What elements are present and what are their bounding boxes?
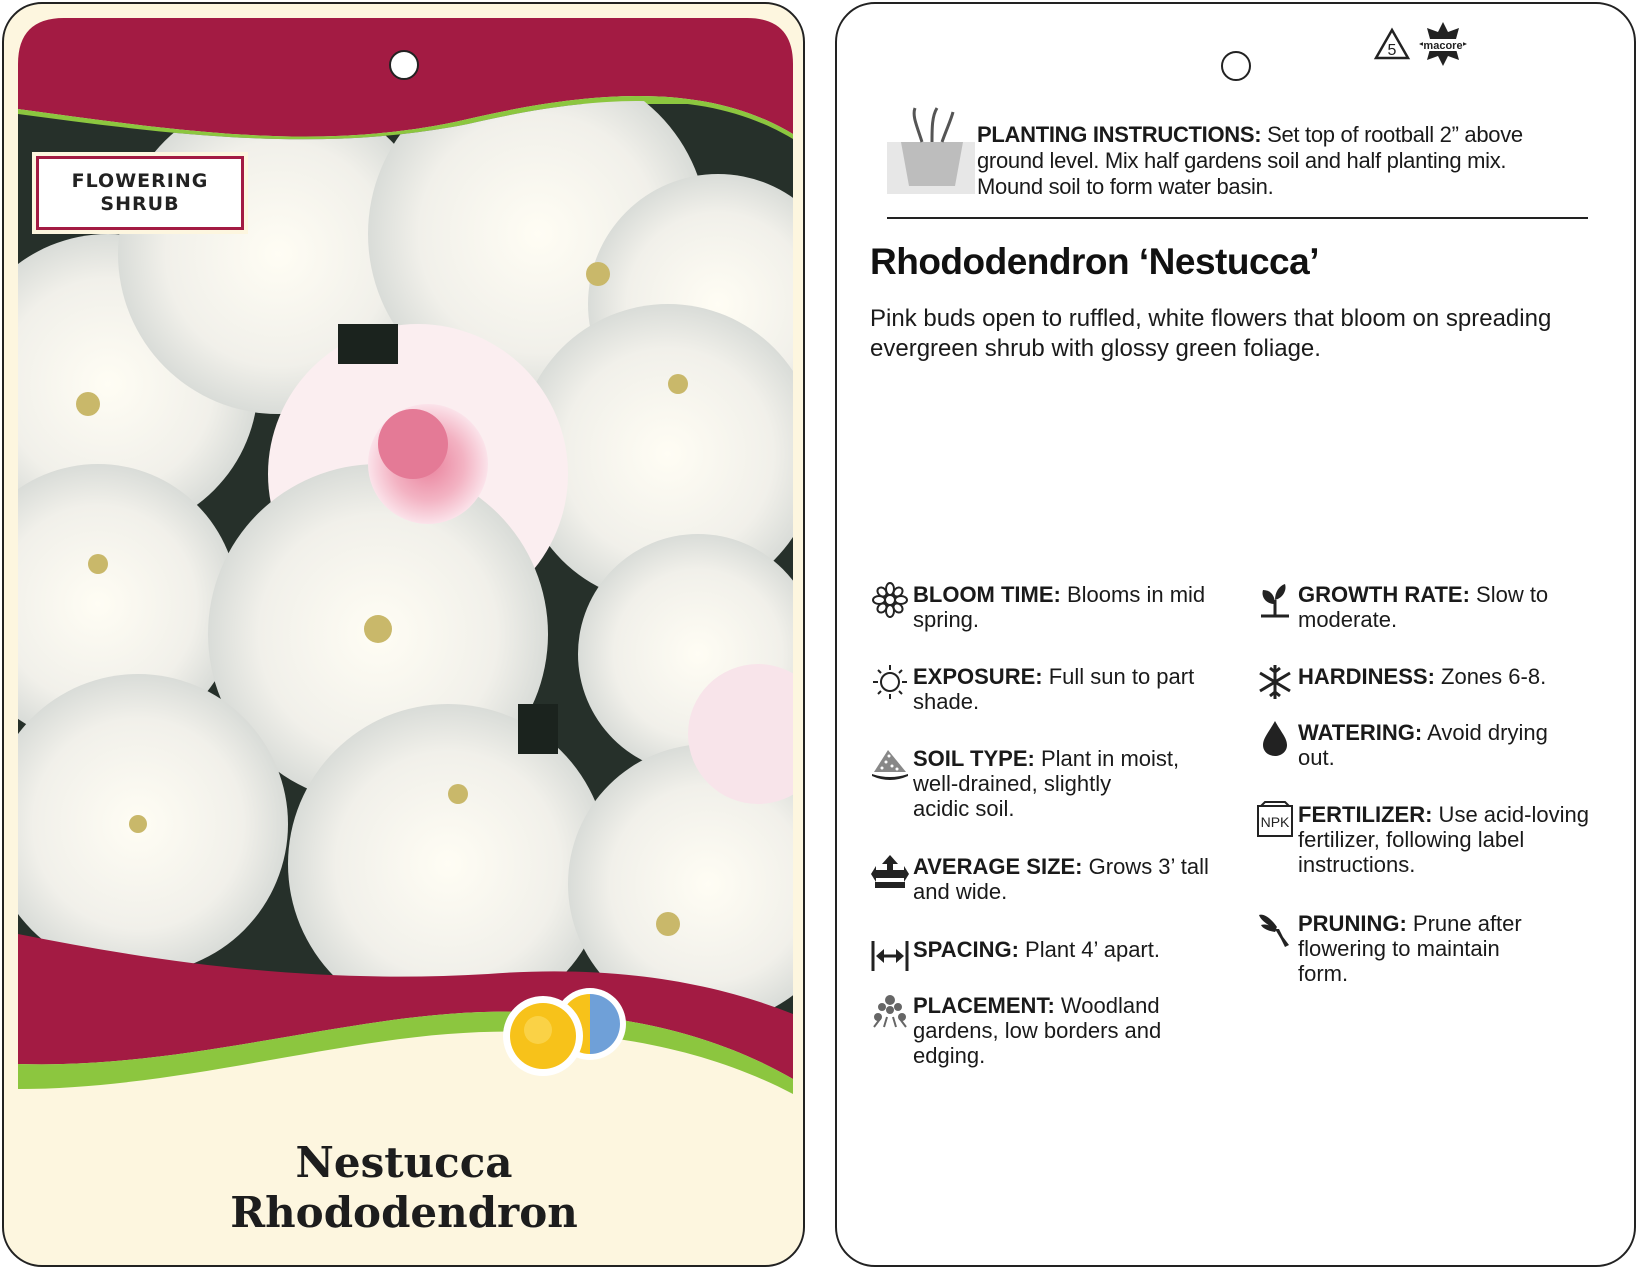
plant-description — [870, 304, 1600, 364]
placement-icon — [870, 991, 910, 1031]
attr-fertilizer — [1255, 802, 1589, 877]
attr-exposure — [870, 664, 1194, 714]
growth-line-1: Slow to — [1469, 582, 1549, 607]
badge-line-2: SHRUB — [100, 193, 180, 215]
flower-icon — [870, 580, 910, 620]
planting-line-3: Mound soil to form water basin. — [977, 174, 1274, 199]
soil-line-2: well-drained, slightly — [913, 771, 1112, 796]
size-icon — [870, 852, 910, 892]
front-tag — [2, 2, 805, 1267]
recycle-icon — [1372, 26, 1412, 64]
sprout-icon — [1255, 580, 1295, 620]
attr-placement — [870, 993, 1161, 1068]
macore-text: macore — [1423, 40, 1463, 52]
potted-plant-icon — [887, 106, 977, 196]
pruning-line-3: form. — [1298, 961, 1349, 986]
pruners-icon — [1255, 909, 1295, 949]
divider — [887, 217, 1588, 219]
hardiness-label: HARDINESS: — [1298, 664, 1435, 689]
fertilizer-line-2: fertilizer, following label — [1298, 827, 1525, 852]
bloom-line-2: spring. — [913, 607, 980, 632]
exposure-label: EXPOSURE: — [913, 664, 1043, 689]
fertilizer-label: FERTILIZER: — [1298, 802, 1433, 827]
full-sun-icon — [503, 996, 583, 1076]
growth-line-2: moderate. — [1298, 607, 1398, 632]
planting-label: PLANTING INSTRUCTIONS: — [977, 122, 1262, 147]
size-line-1: Grows 3’ tall — [1082, 854, 1209, 879]
size-label: AVERAGE SIZE: — [913, 854, 1083, 879]
description-line-1: Pink buds open to ruffled, white flowers that bloom on spreading — [870, 305, 1552, 332]
soil-label: SOIL TYPE: — [913, 746, 1035, 771]
badge-line-1: FLOWERING — [71, 170, 209, 192]
npk-icon — [1255, 800, 1295, 840]
pruning-label: PRUNING: — [1298, 911, 1407, 936]
growth-label: GROWTH RATE: — [1298, 582, 1470, 607]
size-line-2: and wide. — [913, 879, 1008, 904]
exposure-line-2: shade. — [913, 689, 980, 714]
pruning-line-1: Prune after — [1406, 911, 1522, 936]
exposure-line-1: Full sun to part — [1042, 664, 1195, 689]
hang-hole — [1221, 51, 1251, 81]
attr-bloom-time — [870, 582, 1205, 632]
fertilizer-line-1: Use acid-loving — [1432, 802, 1589, 827]
water-drop-icon — [1255, 718, 1295, 758]
placement-label: PLACEMENT: — [913, 993, 1055, 1018]
npk-text: NPK — [1260, 814, 1290, 830]
attr-spacing — [870, 937, 1160, 975]
plant-name: Rhododendron ‘Nestucca’ — [870, 241, 1319, 282]
attr-average-size — [870, 854, 1209, 904]
watering-line-1: Avoid drying — [1422, 720, 1548, 745]
back-tag — [835, 2, 1636, 1267]
spacing-line-1: Plant 4’ apart. — [1018, 937, 1160, 962]
spacing-label: SPACING: — [913, 937, 1019, 962]
placement-line-1: Woodland — [1054, 993, 1160, 1018]
exposure-icons — [500, 984, 636, 1080]
sun-icon — [870, 662, 910, 702]
bloom-line-1: Blooms in mid — [1060, 582, 1206, 607]
attr-soil-type — [870, 746, 1179, 821]
fertilizer-line-3: instructions. — [1298, 852, 1416, 877]
attr-pruning — [1255, 911, 1522, 986]
recycle-number: 5 — [1387, 42, 1397, 59]
watering-label: WATERING: — [1298, 720, 1423, 745]
common-name-line-1: Nestucca — [295, 1138, 513, 1187]
common-name-line-2: Rhododendron — [230, 1188, 578, 1237]
hang-hole — [389, 50, 419, 80]
spacing-icon — [870, 935, 910, 975]
bloom-label: BLOOM TIME: — [913, 582, 1061, 607]
attr-watering — [1255, 720, 1548, 770]
description-line-2: evergreen shrub with glossy green foliage. — [870, 335, 1321, 362]
attr-hardiness — [1255, 664, 1546, 702]
planting-line-2: ground level. Mix half gardens soil and half planting mix. — [977, 148, 1507, 173]
soil-icon — [870, 744, 910, 784]
hardiness-line-1: Zones 6-8. — [1434, 664, 1547, 689]
placement-line-2: gardens, low borders and — [913, 1018, 1162, 1043]
snowflake-icon — [1255, 662, 1295, 702]
soil-line-3: acidic soil. — [913, 796, 1015, 821]
category-badge — [36, 156, 244, 230]
macore-logo-icon — [1417, 20, 1469, 68]
attr-growth-rate — [1255, 582, 1548, 632]
pruning-line-2: flowering to maintain — [1298, 936, 1500, 961]
placement-line-3: edging. — [913, 1043, 986, 1068]
planting-instructions — [977, 122, 1587, 200]
soil-line-1: Plant in moist, — [1034, 746, 1180, 771]
planting-line-1: Set top of rootball 2” above — [1261, 122, 1523, 147]
watering-line-2: out. — [1298, 745, 1335, 770]
